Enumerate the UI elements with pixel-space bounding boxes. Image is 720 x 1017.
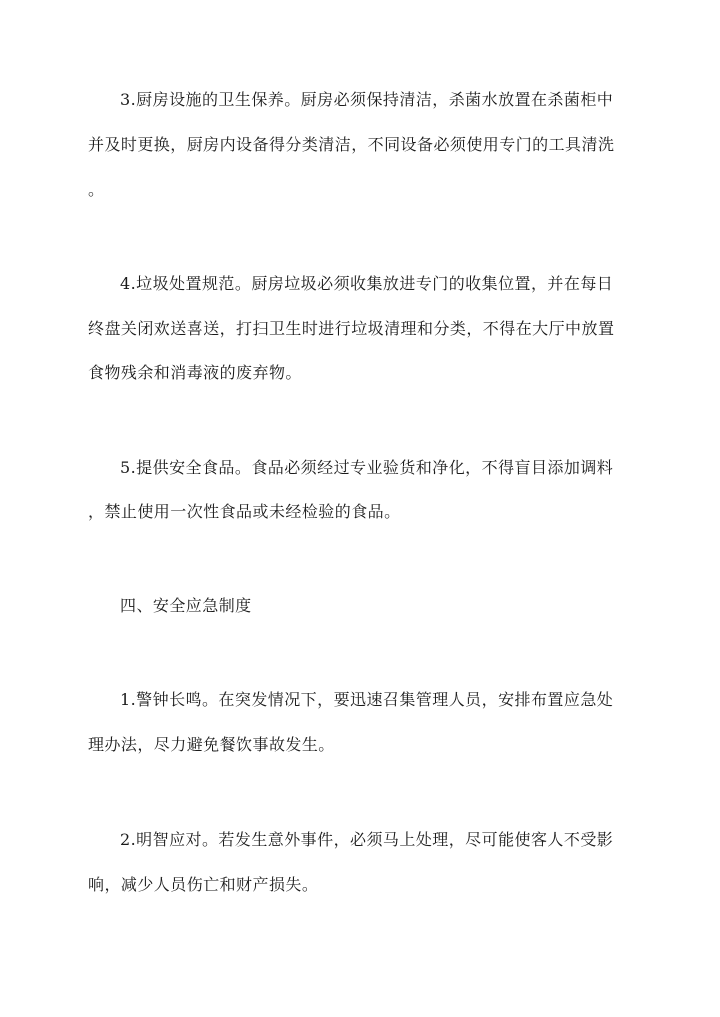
paragraph-garbage-disposal-line-2: 终盘关闭欢送喜送，打扫卫生时进行垃圾清理和分类，不得在大厅中放置 — [88, 319, 615, 338]
paragraph-alarm-line-2: 理办法，尽力避免餐饮事故发生。 — [88, 735, 335, 754]
paragraph-kitchen-facilities-line-2: 并及时更换，厨房内设备得分类清洁，不同设备必须使用专门的工具清洗 — [88, 135, 615, 154]
paragraph-response-line-1: 2.明智应对。若发生意外事件，必须马上处理，尽可能使客人不受影 — [120, 830, 614, 849]
paragraph-kitchen-facilities-line-1: 3.厨房设施的卫生保养。厨房必须保持清洁，杀菌水放置在杀菌柜中 — [120, 90, 614, 109]
section-heading-emergency: 四、安全应急制度 — [120, 596, 252, 615]
paragraph-garbage-disposal-line-1: 4.垃圾处置规范。厨房垃圾必须收集放进专门的收集位置，并在每日 — [120, 274, 614, 293]
paragraph-safe-food-line-1: 5.提供安全食品。食品必须经过专业验货和净化，不得盲目添加调料 — [120, 458, 614, 477]
paragraph-response-line-2: 响，减少人员伤亡和财产损失。 — [88, 875, 319, 894]
paragraph-alarm-line-1: 1.警钟长鸣。在突发情况下，要迅速召集管理人员，安排布置应急处 — [120, 690, 614, 709]
paragraph-kitchen-facilities-line-3: 。 — [88, 180, 105, 199]
paragraph-garbage-disposal-line-3: 食物残余和消毒液的废弃物。 — [88, 363, 302, 382]
paragraph-safe-food-line-2: ，禁止使用一次性食品或未经检验的食品。 — [88, 502, 401, 521]
